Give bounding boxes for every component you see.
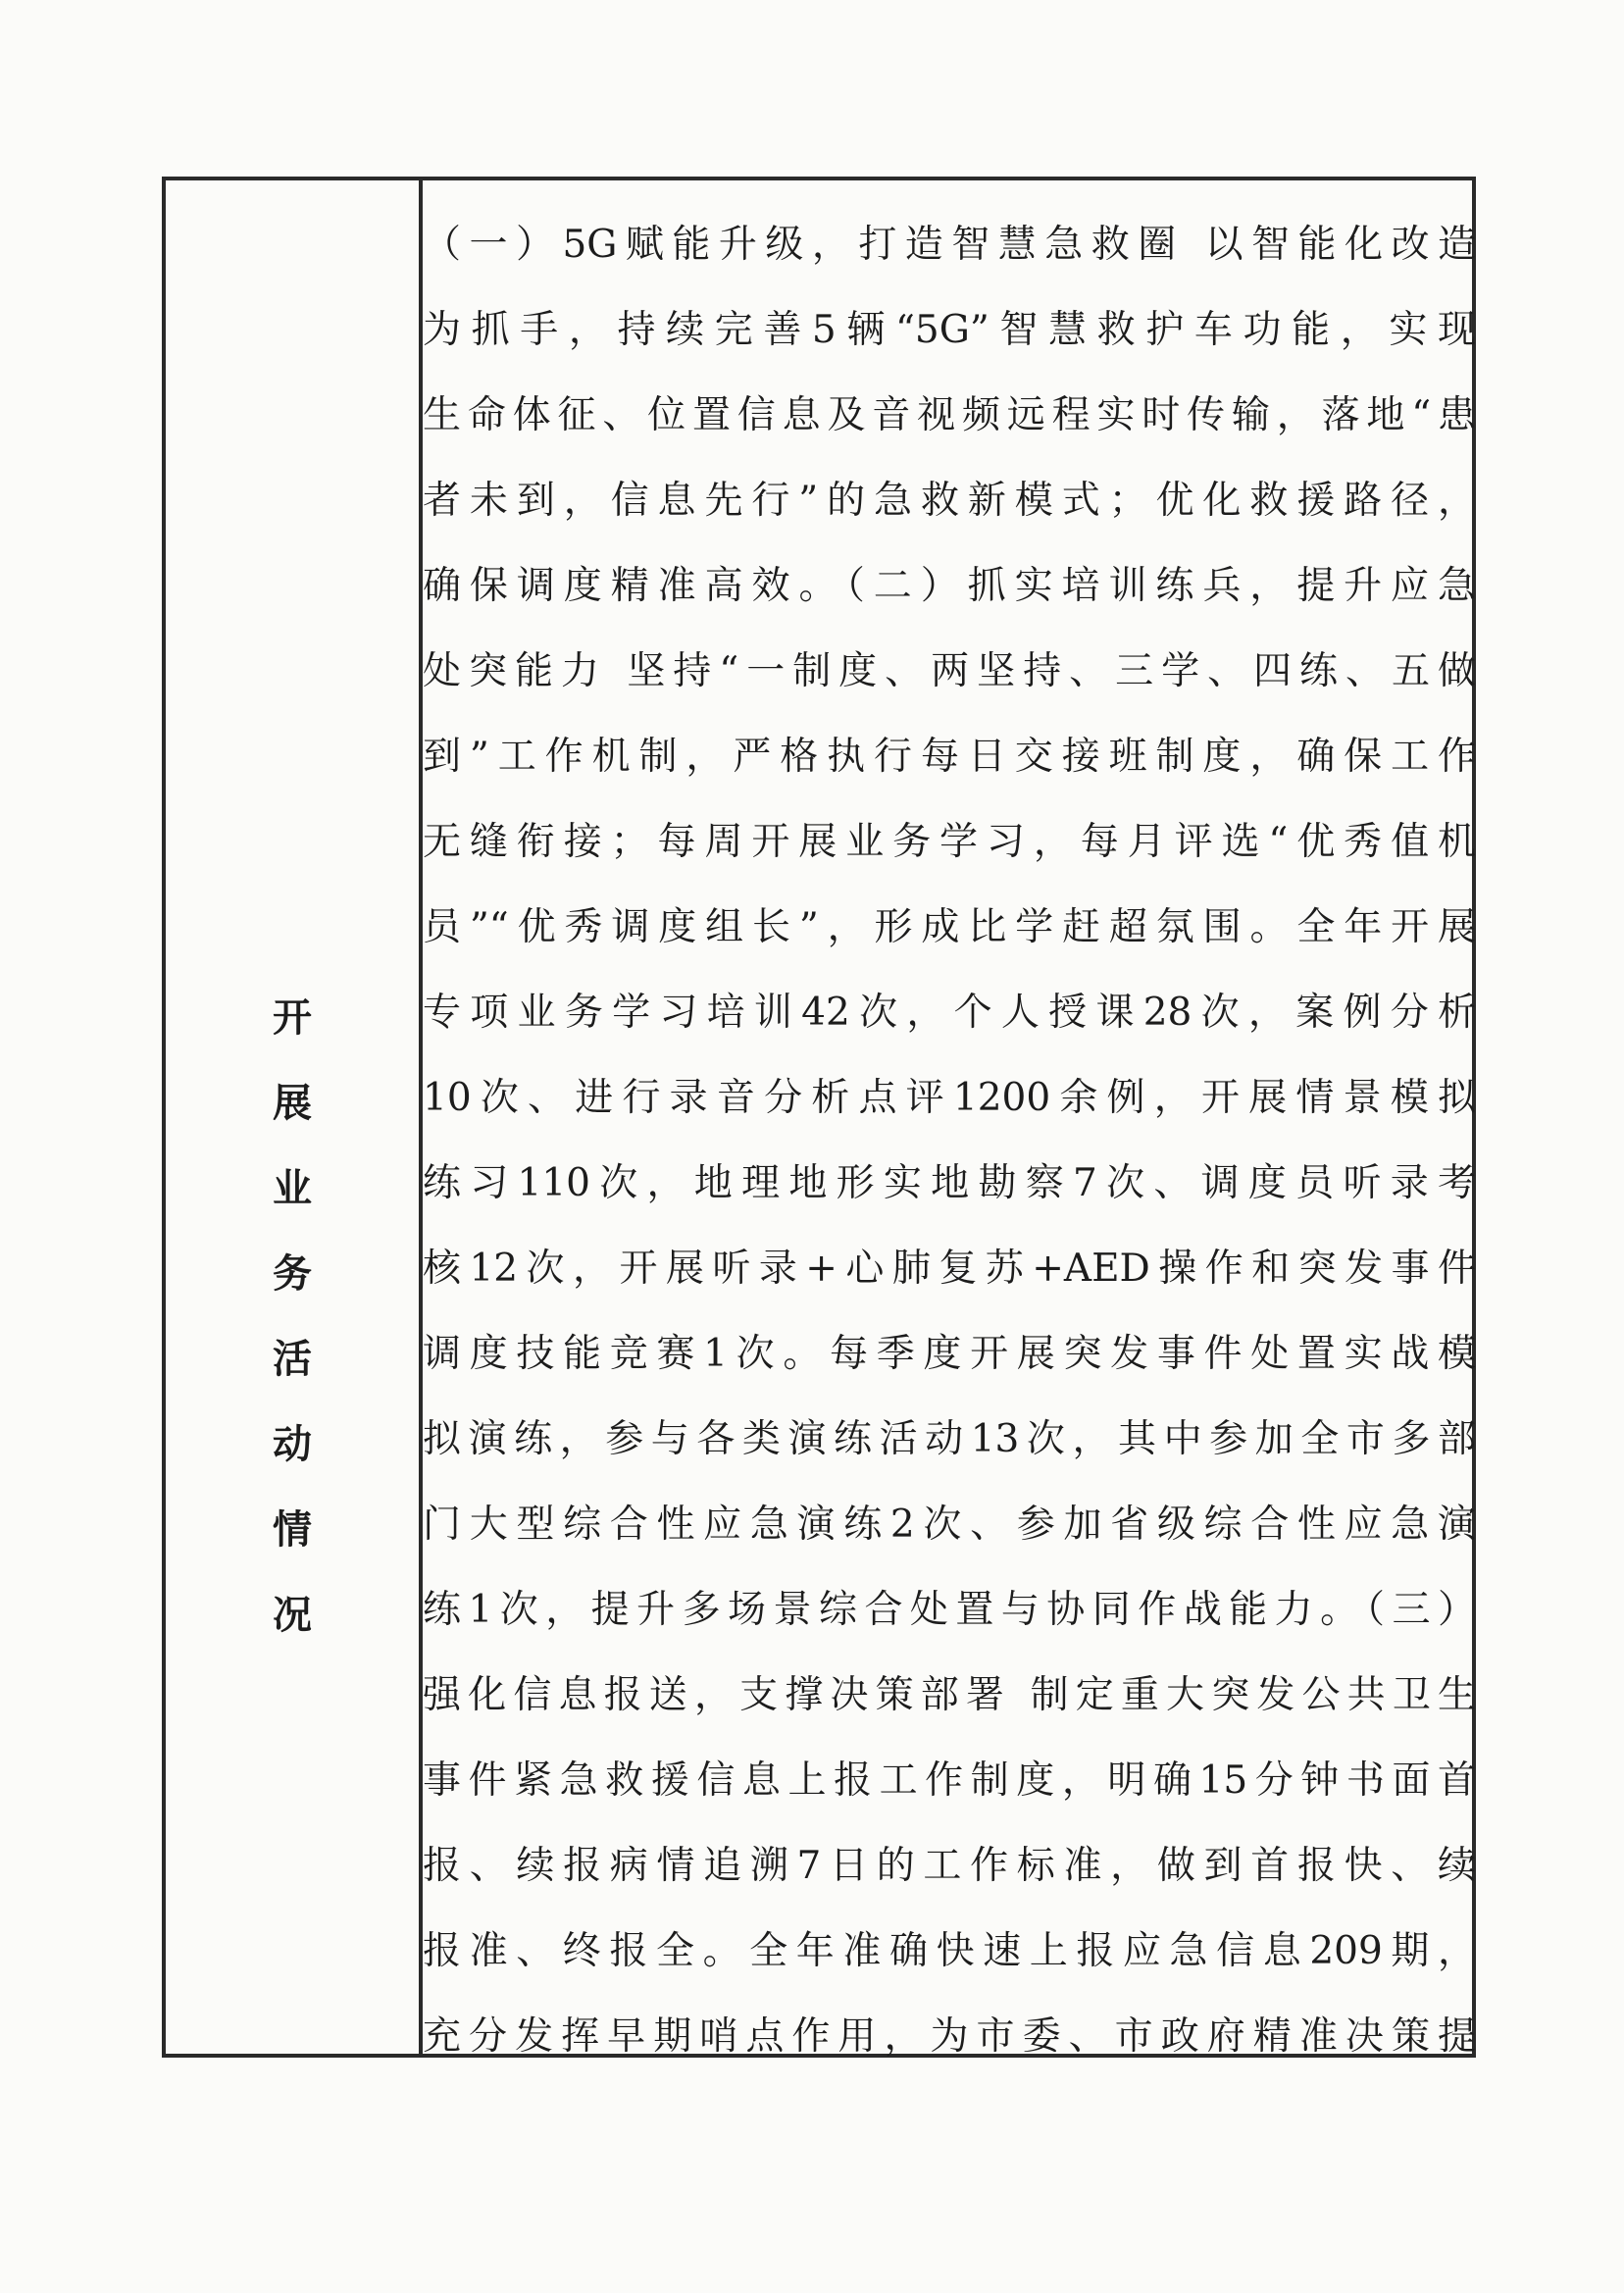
content-line: 处突能力 坚持“一制度、两坚持、三学、四练、五做 <box>423 649 1476 693</box>
content-line: 拟演练，参与各类演练活动13次，其中参加全市多部 <box>423 1417 1476 1461</box>
activity-table <box>162 177 1476 2058</box>
content-line: 到”工作机制，严格执行每日交接班制度，确保工作 <box>423 735 1476 779</box>
content-line: 生命体征、位置信息及音视频远程实时传输，落地“患 <box>423 393 1476 437</box>
section-label <box>166 975 419 1657</box>
content-line: （一）5G赋能升级，打造智慧急救圈 以智能化改造 <box>423 223 1476 267</box>
section-label-cell <box>166 180 423 2054</box>
content-line: 强化信息报送，支撑决策部署 制定重大突发公共卫生 <box>423 1673 1476 1717</box>
content-line: 专项业务学习培训42次，个人授课28次，案例分析 <box>423 991 1476 1035</box>
section-label-char: 务 <box>273 1250 312 1297</box>
section-label-char: 业 <box>273 1165 312 1211</box>
content-line: 事件紧急救援信息上报工作制度，明确15分钟书面首 <box>423 1758 1476 1803</box>
content-line: 确保调度精准高效。（二）抓实培训练兵，提升应急 <box>423 564 1476 608</box>
content-line: 员”“优秀调度组长”，形成比学赶超氛围。全年开展 <box>423 905 1476 949</box>
content-line: 10次、进行录音分析点评1200余例，开展情景模拟 <box>423 1076 1476 1120</box>
content-cell <box>423 180 1476 2059</box>
section-label-char: 展 <box>273 1080 312 1126</box>
content-line: 无缝衔接；每周开展业务学习，每月评选“优秀值机 <box>423 820 1476 864</box>
content-line: 报、续报病情追溯7日的工作标准，做到首报快、续 <box>423 1844 1476 1888</box>
content-line: 门大型综合性应急演练2次、参加省级综合性应急演 <box>423 1503 1476 1547</box>
content-line: 为抓手，持续完善5辆“5G”智慧救护车功能，实现 <box>423 308 1476 352</box>
section-label-char: 开 <box>273 994 312 1041</box>
content-line: 充分发挥早期哨点作用，为市委、市政府精准决策提 <box>423 2014 1476 2059</box>
content-line: 调度技能竞赛1次。每季度开展突发事件处置实战模 <box>423 1332 1476 1376</box>
content-line: 报准、终报全。全年准确快速上报应急信息209期， <box>423 1929 1476 1973</box>
content-line: 练习110次，地理地形实地勘察7次、调度员听录考 <box>423 1161 1476 1205</box>
section-label-char: 活 <box>273 1336 312 1382</box>
section-label-char: 情 <box>273 1506 312 1553</box>
content-line: 者未到，信息先行”的急救新模式；优化救援路径， <box>423 479 1476 523</box>
content-line: 练1次，提升多场景综合处置与协同作战能力。（三） <box>423 1588 1476 1632</box>
content-body <box>423 202 1476 2079</box>
section-label-char: 动 <box>273 1421 312 1467</box>
section-label-char: 况 <box>273 1592 312 1638</box>
content-line: 核12次，开展听录+心肺复苏+AED操作和突发事件 <box>423 1247 1476 1291</box>
